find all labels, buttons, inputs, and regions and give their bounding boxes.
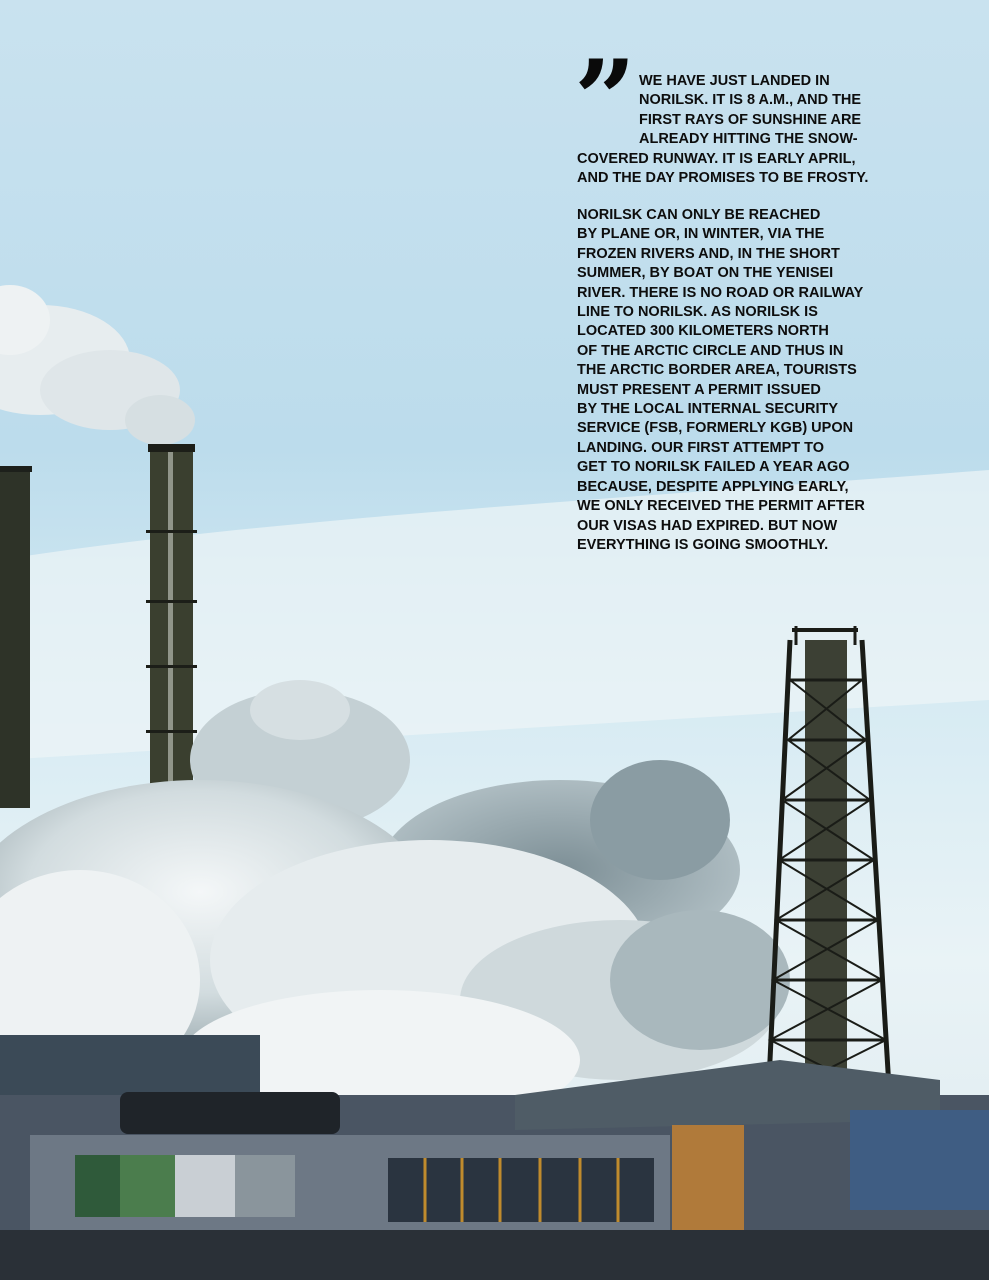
text-line: WE ONLY RECEIVED THE PERMIT AFTER (577, 498, 865, 515)
text-line: ALREADY HITTING THE SNOW- (639, 131, 858, 148)
chimney-center (146, 444, 197, 786)
text-line: WE HAVE JUST LANDED IN (639, 73, 830, 89)
text-line: RIVER. THERE IS NO ROAD OR RAILWAY (577, 284, 864, 301)
text-line: SERVICE (FSB, FORMERLY KGB) UPON (577, 420, 854, 437)
double-quote-icon: ” (574, 37, 637, 163)
text-line: EVERYTHING IS GOING SMOOTHLY. (577, 536, 829, 553)
text-line: MUST PRESENT A PERMIT ISSUED (577, 381, 821, 398)
text-line: BECAUSE, DESPITE APPLYING EARLY, (577, 478, 849, 495)
intro-paragraph (577, 72, 922, 188)
text-line: OUR VISAS HAD EXPIRED. BUT NOW (577, 517, 838, 534)
text-line: NORILSK. IT IS 8 A.M., AND THE (639, 92, 862, 109)
text-line: BY PLANE OR, IN WINTER, VIA THE (577, 226, 825, 243)
text-line: LINE TO NORILSK. AS NORILSK IS (577, 304, 818, 321)
text-line: OF THE ARCTIC CIRCLE AND THUS IN (577, 342, 844, 359)
text-line: LOCATED 300 KILOMETERS NORTH (577, 323, 829, 340)
body-paragraph (577, 206, 922, 555)
text-line: LANDING. OUR FIRST ATTEMPT TO (577, 439, 825, 456)
text-line: NORILSK CAN ONLY BE REACHED (577, 207, 821, 223)
text-line: FIRST RAYS OF SUNSHINE ARE (639, 111, 862, 128)
chimney-left (0, 466, 32, 808)
text-line: BY THE LOCAL INTERNAL SECURITY (577, 401, 839, 418)
text-line: COVERED RUNWAY. IT IS EARLY APRIL, (577, 150, 856, 167)
text-line: FROZEN RIVERS AND, IN THE SHORT (577, 245, 840, 262)
text-line: AND THE DAY PROMISES TO BE FROSTY. (577, 170, 869, 187)
text-line: SUMMER, BY BOAT ON THE YENISEI (577, 265, 834, 282)
text-line: THE ARCTIC BORDER AREA, TOURISTS (577, 362, 857, 379)
text-line: GET TO NORILSK FAILED A YEAR AGO (577, 459, 850, 476)
